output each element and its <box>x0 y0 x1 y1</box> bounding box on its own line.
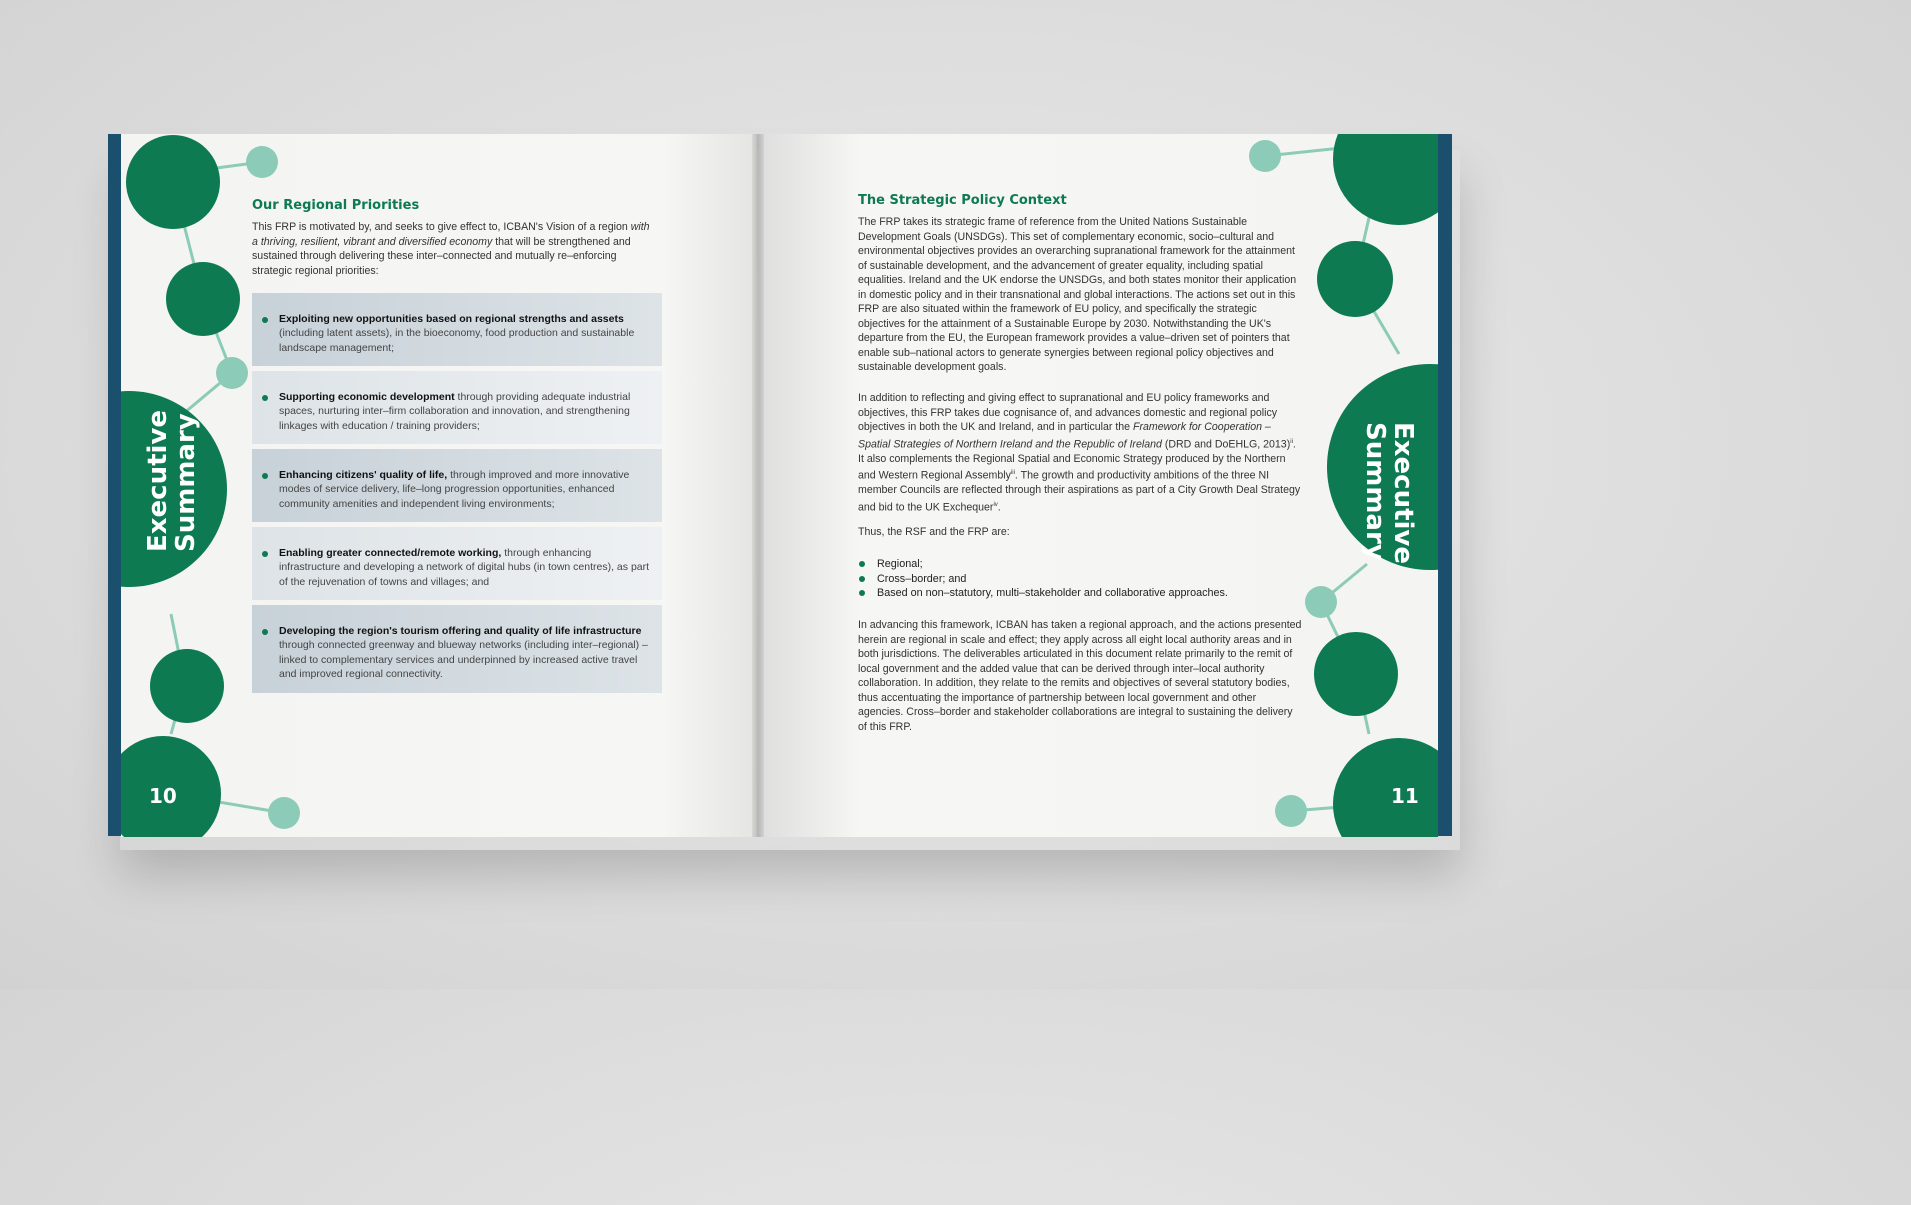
section-heading-right: The Strategic Policy Context <box>858 193 1067 208</box>
cover-edge-left <box>108 134 122 836</box>
page-number-left: 10 <box>149 784 177 808</box>
list-item: Exploiting new opportunities based on regional strengths and assets (including latent assets), in the bioeconomy, food production and sustainable landscape management; <box>252 293 662 366</box>
policy-paragraph-2: In addition to reflecting and giving effect to supranational and EU policy frameworks and objectives, this FRP takes due cognisance of, and advances domestic and regional policy objectives in both the UK and Ireland, and in particular the Framework for Cooperation – Spatial Strategies of Northern Ireland and the Republic of Ireland (DRD and DoEHLG, 2013)$^{ii}$. It also complements the Regional Spatial and Economic Strategy produced by the Northern and Western Regional Assembly$^{iii}$. The growth and productivity ambitions of the three NI member Councils are reflected through their aspirations as part of a City Growth Deal Strategy and bid to the UK Exchequer$^{iv}$. <box>858 392 1301 514</box>
list-item: Supporting economic development through providing adequate industrial spaces, nurturing inter–firm collaboration and innovation, and strengthening linkages with education / training providers; <box>252 371 662 444</box>
list-item: Developing the region's tourism offering and quality of life infrastructure through connected greenway and blueway networks (including inter–regional) – linked to complementary services and underpinned by increased active travel and improved regional connectivity. <box>252 605 662 693</box>
list-item: Enabling greater connected/remote working, through enhancing infrastructure and developing a network of digital hubs (in town centres), as part of the rejuvenation of towns and villages; and <box>252 527 662 600</box>
section-heading-left: Our Regional Priorities <box>252 198 420 213</box>
policy-paragraph-1: The FRP takes its strategic frame of reference from the United Nations Sustainable Development Goals (UNSDGs). This set of complementary economic, socio–cultural and environmental objectives provides an overarching supranational framework for the attainment of sustainable development, and the advancement of greater equality, including spatial equalities. Ireland and the UK endorse the UNSDGs, and both states monitor their application in domestic policy and in their transnational and global interactions. The actions set out in this FRP are also situated within the framework of EU policy, and specifically the strategic objectives for the attainment of a Sustainable Europe by 2030. Notwithstanding the UK's departure from the EU, the European framework provides a value–driven set of pointers that enable sub–national actors to generate synergies between regional policy objectives and sustainable development goals. <box>858 216 1297 373</box>
rsf-frp-bullets <box>858 557 1228 601</box>
left-page <box>121 134 757 837</box>
section-label-left: Executive Summary <box>143 409 201 552</box>
section-label-right: Executive Summary <box>1360 422 1418 565</box>
policy-paragraph-3: Thus, the RSF and the FRP are: <box>858 526 1010 538</box>
list-item: Regional; <box>858 557 1228 572</box>
priorities-list <box>252 293 662 698</box>
right-page <box>759 134 1438 837</box>
book-gutter <box>752 134 764 837</box>
list-item: Based on non–statutory, multi–stakeholder and collaborative approaches. <box>858 586 1228 601</box>
list-item: Cross–border; and <box>858 572 1228 587</box>
policy-paragraph-4: In advancing this framework, ICBAN has taken a regional approach, and the actions presented herein are regional in scale and effect; they apply across all eight local authority areas and in both jurisdictions. The deliverables articulated in this document relate primarily to the remit of local government and the added value that can be derived through inter–local authority collaboration. In addition, they relate to the remits and objectives of several statutory bodies, thus accentuating the importance of partnership between local government and other agencies. Cross–border and stakeholder collaborations are integral to sustaining the delivery of this FRP. <box>858 619 1302 733</box>
page-number-right: 11 <box>1391 784 1419 808</box>
intro-paragraph: This FRP is motivated by, and seeks to give effect to, ICBAN's Vision of a region with a thriving, resilient, vibrant and diversified economy that will be strengthened and sustained through delivering these inter–connected and mutually re–enforcing strategic regional priorities: <box>252 221 650 277</box>
list-item: Enhancing citizens' quality of life, through improved and more innovative modes of service delivery, life–long progression opportunities, enhanced community amenities and independent living environments; <box>252 449 662 522</box>
cover-edge-right <box>1438 134 1452 836</box>
